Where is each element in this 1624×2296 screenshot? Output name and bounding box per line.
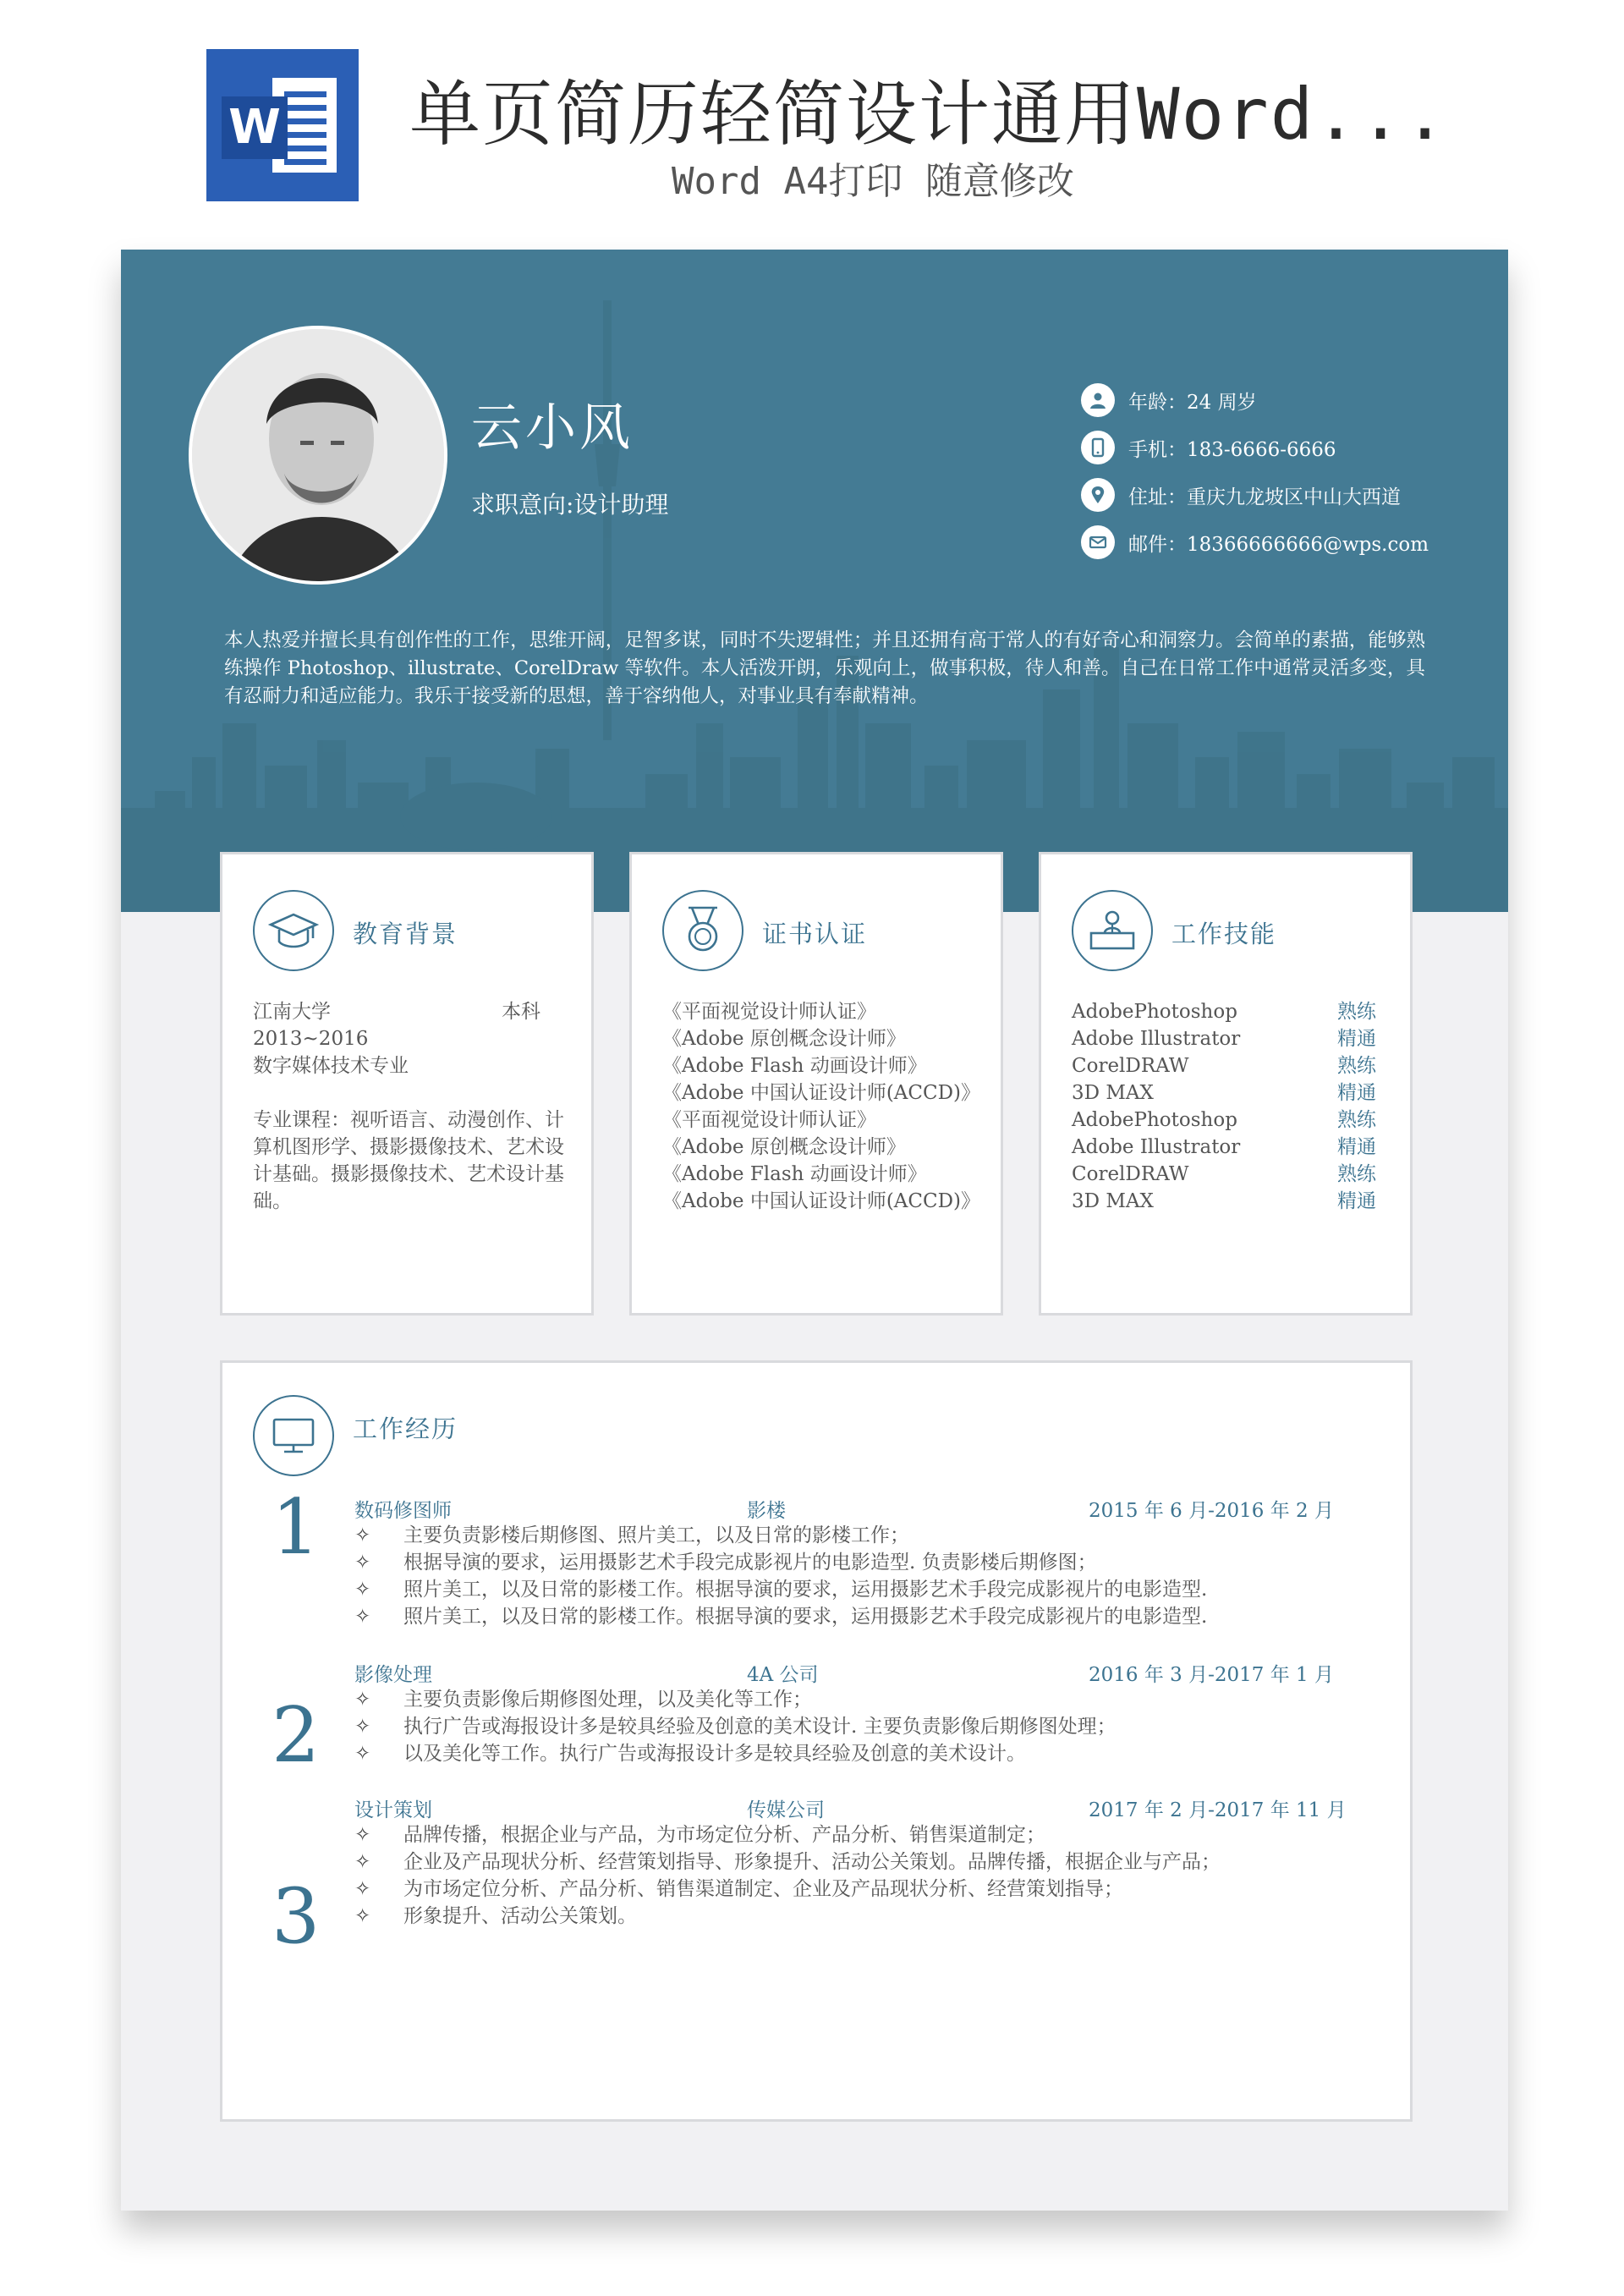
monitor-icon: [253, 1395, 334, 1476]
job-role: 设计策划: [354, 1799, 432, 1821]
study-years: 2013~2016: [253, 1028, 369, 1050]
certificate-list: [662, 998, 980, 1215]
top-banner: [0, 0, 1624, 220]
school-name: 江南大学: [253, 1001, 331, 1023]
contact-list: [1081, 376, 1429, 566]
work-title: 工作经历: [353, 1414, 458, 1443]
job-duty: ✧ 以及美化等工作。执行广告或海报设计多是较具经验及创意的美术设计。: [354, 1743, 1026, 1765]
certificate-item: 《Adobe Flash 动画设计师》: [662, 1163, 927, 1185]
job-period: 2017 年 2 月-2017 年 11 月: [1089, 1799, 1347, 1821]
job-duty: ✧ 企业及产品现状分析、经营策划指导、形象提升、活动公关策划。品牌传播，根据企业与产品；: [354, 1851, 1221, 1873]
job-duty: ✧ 主要负责影楼后期修图、照片美工，以及日常的影楼工作；: [354, 1524, 909, 1546]
resume-header: [121, 250, 1508, 912]
skill-row: CorelDRAW 熟练: [1072, 1163, 1376, 1185]
courses: 专业课程：视听语言、动漫创作、计算机图形学、摄影摄像技术、艺术设计基础。摄影摄像技术、艺术设计基础。: [253, 1109, 564, 1212]
job-period: 2015 年 6 月-2016 年 2 月: [1089, 1500, 1334, 1522]
user-skill-icon: [1072, 890, 1153, 971]
job-duty: ✧ 品牌传播，根据企业与产品，为市场定位分析、产品分析、销售渠道制定；: [354, 1824, 1045, 1846]
degree: 本科: [502, 1001, 540, 1023]
certificates-card: [629, 852, 1003, 1316]
skill-row: CorelDRAW 熟练: [1072, 1055, 1376, 1077]
certificate-item: 《Adobe 原创概念设计师》: [662, 1028, 906, 1050]
medal-icon: [662, 890, 743, 971]
education-title: 教育背景: [353, 920, 458, 948]
skill-row: 3D MAX 精通: [1072, 1190, 1376, 1212]
person-icon: [1081, 383, 1115, 417]
job-role: 数码修图师: [354, 1500, 452, 1522]
job-duty: ✧ 照片美工，以及日常的影楼工作。根据导演的要求，运用摄影艺术手段完成影视片的电影造型.: [354, 1606, 1208, 1628]
job-period: 2016 年 3 月-2017 年 1 月: [1089, 1664, 1334, 1686]
job-number: 3: [272, 1872, 321, 1961]
word-logo-letter: W: [222, 96, 288, 159]
certificate-item: 《Adobe 原创概念设计师》: [662, 1136, 906, 1158]
job-duty: ✧ 执行广告或海报设计多是较具经验及创意的美术设计. 主要负责影像后期修图处理；: [354, 1716, 1116, 1738]
word-logo-icon: [206, 49, 359, 201]
job-duty: ✧ 为市场定位分析、产品分析、销售渠道制定、企业及产品现状分析、经营策划指导；: [354, 1878, 1123, 1900]
skill-row: AdobePhotoshop 熟练: [1072, 1001, 1376, 1023]
job-number: 2: [272, 1691, 321, 1780]
self-summary: 本人热爱并擅长具有创作性的工作，思维开阔，足智多谋，同时不失逻辑性；并且还拥有高于常人的有好奇心和洞察力。会简单的素描，能够熟练操作 Photoshop、illustrate、CorelDraw 等软件。本人活泼开朗，乐观向上，做事积极，待人和善。自己在日常工作中通常灵活多变，具有忍耐力和适应能力。我乐于接受新的思想，善于容纳他人，对事业具有奉献精神。: [224, 629, 1425, 707]
contact-address: 住址：重庆九龙坡区中山大西道: [1081, 471, 1429, 519]
certificate-item: 《平面视觉设计师认证》: [662, 1001, 876, 1023]
skill-row: Adobe Illustrator 精通: [1072, 1136, 1376, 1158]
graduation-cap-icon: [253, 890, 334, 971]
phone-icon: [1081, 431, 1115, 464]
document-subtitle: Word A4打印 随意修改: [672, 160, 1074, 203]
document-title: 单页简历轻简设计通用Word...: [409, 73, 1449, 156]
skill-row: 3D MAX 精通: [1072, 1082, 1376, 1104]
resume-sheet: [121, 250, 1508, 2211]
skill-row: AdobePhotoshop 熟练: [1072, 1109, 1376, 1131]
work-experience-card: [220, 1360, 1413, 2122]
job-role: 影像处理: [354, 1664, 432, 1686]
job-number: 1: [272, 1483, 321, 1572]
location-icon: [1081, 478, 1115, 512]
job-duty: ✧ 根据导演的要求，运用摄影艺术手段完成影视片的电影造型. 负责影楼后期修图；: [354, 1552, 1097, 1574]
certificate-item: 《Adobe 中国认证设计师(ACCD)》: [662, 1082, 981, 1104]
certificate-item: 《平面视觉设计师认证》: [662, 1109, 876, 1131]
job-company: 影楼: [747, 1500, 786, 1522]
education-body: [253, 998, 568, 1215]
skills-card: [1039, 852, 1413, 1316]
profile-photo: [189, 326, 447, 585]
job-duty: ✧ 主要负责影像后期修图处理，以及美化等工作；: [354, 1689, 812, 1711]
job-duty: ✧ 照片美工，以及日常的影楼工作。根据导演的要求，运用摄影艺术手段完成影视片的电影造型.: [354, 1579, 1208, 1601]
job-company: 传媒公司: [747, 1799, 825, 1821]
contact-phone: 手机：183-6666-6666: [1081, 424, 1429, 471]
contact-age: 年龄：24 周岁: [1081, 376, 1429, 424]
skill-list: [1072, 998, 1376, 1215]
certificate-item: 《Adobe Flash 动画设计师》: [662, 1055, 927, 1077]
major: 数字媒体技术专业: [253, 1055, 409, 1077]
skills-title: 工作技能: [1171, 920, 1277, 948]
education-card: [220, 852, 594, 1316]
job-intent: 求职意向:设计助理: [471, 491, 669, 519]
contact-email: 邮件：18366666666@wps.com: [1081, 519, 1429, 566]
certificate-item: 《Adobe 中国认证设计师(ACCD)》: [662, 1190, 981, 1212]
certificates-title: 证书认证: [762, 920, 868, 948]
job-duty: ✧ 形象提升、活动公关策划。: [354, 1905, 637, 1927]
skill-row: Adobe Illustrator 精通: [1072, 1028, 1376, 1050]
candidate-name: 云小风: [471, 398, 634, 458]
mail-icon: [1081, 525, 1115, 559]
job-company: 4A 公司: [747, 1664, 819, 1686]
